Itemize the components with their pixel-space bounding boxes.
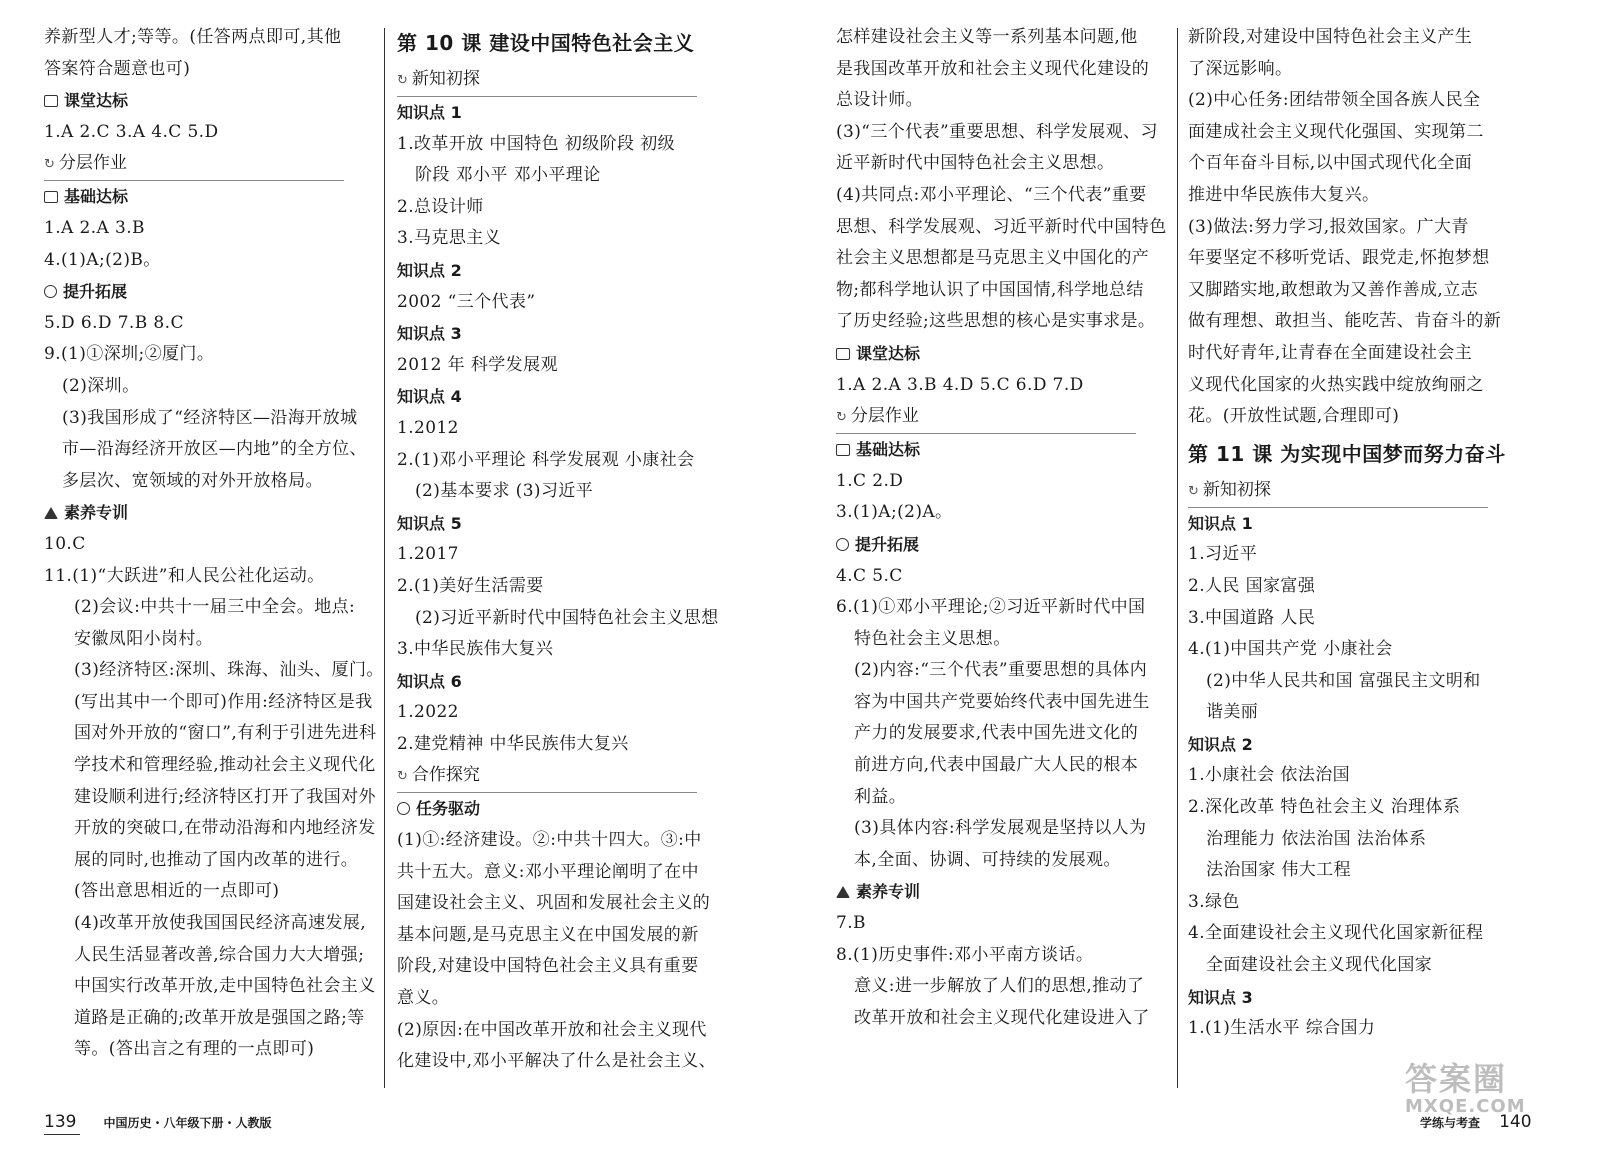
- text-line: 1.A 2.A 3.B: [44, 217, 145, 238]
- lock-icon: [836, 444, 850, 456]
- text-line: 容为中国共产党要始终代表中国先进生: [854, 691, 1150, 712]
- text-line: 花。(开放性试题,合理即可): [1188, 406, 1400, 427]
- section-marker-icon: ↻: [836, 410, 847, 426]
- text-line: 阶段 邓小平 邓小平理论: [415, 165, 601, 186]
- text-line: 国建设社会主义、巩固和发展社会主义的: [397, 893, 711, 914]
- section-label: 新知初探: [1202, 479, 1271, 500]
- text-line: 思想、科学发展观、习近平新时代中国特色: [836, 216, 1167, 237]
- text-line: 产力的发展要求,代表中国先进文化的: [854, 723, 1139, 744]
- text-line: 4.C 5.C: [836, 565, 903, 586]
- section-header: [397, 64, 697, 97]
- text-line: 总设计师。: [836, 90, 923, 111]
- section-header: [836, 401, 1136, 434]
- text-line: 3.中华民族伟大复兴: [397, 639, 554, 660]
- column-divider: [1177, 28, 1178, 1088]
- text-line: 3.马克思主义: [397, 228, 502, 249]
- left-page-number: 139: [44, 1112, 77, 1132]
- text-line: 前进方向,代表中国最广大人民的根本: [854, 755, 1139, 776]
- subheading: [44, 85, 374, 117]
- subheading-label: 知识点 1: [1188, 513, 1253, 533]
- text-line: 8.(1)历史事件:邓小平南方谈话。: [836, 944, 1094, 965]
- text-line: 国对外开放的“窗口”,有利于引进先进科: [74, 723, 377, 744]
- text-line: 11.(1)“大跃进”和人民公社化运动。: [44, 565, 325, 586]
- subheading-label: 知识点 3: [1188, 987, 1253, 1007]
- text-line: 2.人民 国家富强: [1188, 575, 1316, 596]
- text-line: 4.全面建设社会主义现代化国家新征程: [1188, 923, 1484, 944]
- section-label: 新知初探: [411, 69, 480, 89]
- left-page-column-1: [44, 22, 384, 1066]
- subheading-label: 提升拓展: [855, 534, 920, 554]
- text-line: 做有理想、敢担当、能吃苦、肯奋斗的新: [1188, 311, 1502, 332]
- subheading: [1188, 982, 1528, 1014]
- watermark-line-1: 答案圈: [1405, 1060, 1508, 1098]
- subheading: [44, 497, 374, 529]
- text-line: 推进中华民族伟大复兴。: [1188, 184, 1380, 205]
- subheading: [397, 793, 727, 825]
- text-line: 建设顺利进行;经济特区打开了我国对外: [74, 786, 376, 807]
- text-line: (3)我国形成了“经济特区—沿海开放城: [62, 407, 358, 428]
- watermark-line-2: MXQE.COM: [1405, 1096, 1526, 1117]
- text-line: 基本问题,是马克思主义在中国发展的新: [397, 924, 699, 945]
- text-line: 怎样建设社会主义等一系列基本问题,他: [836, 27, 1138, 47]
- section-marker-icon: ↻: [1188, 483, 1199, 499]
- text-line: (3)经济特区:深圳、珠海、汕头、厦门。: [74, 660, 384, 681]
- text-line: 义现代化国家的火热实践中绽放绚丽之: [1188, 374, 1484, 395]
- star-icon: [44, 507, 58, 519]
- text-line: (2)基本要求 (3)习近平: [415, 481, 594, 502]
- text-line: 7.B: [836, 913, 866, 934]
- text-line: 利益。: [854, 786, 907, 807]
- subheading-label: 课堂达标: [856, 343, 921, 363]
- subheading: [836, 876, 1166, 908]
- text-line: 2.深化改革 特色社会主义 治理体系: [1188, 797, 1461, 818]
- subheading: [397, 97, 727, 129]
- text-line: 治理能力 依法治国 法治体系: [1206, 828, 1427, 849]
- bulb-icon: [836, 538, 849, 551]
- text-line: 2012 年 科学发展观: [397, 354, 558, 375]
- subheading: [397, 255, 727, 287]
- section-marker-icon: ↻: [44, 157, 55, 173]
- text-line: (4)共同点:邓小平理论、“三个代表”重要: [836, 184, 1147, 205]
- bulb-icon: [44, 285, 57, 298]
- text-line: 社会主义思想都是马克思主义中国化的产: [836, 248, 1150, 269]
- star-icon: [836, 886, 850, 898]
- watermark-logo: [1405, 1054, 1555, 1124]
- text-line: 1.改革开放 中国特色 初级阶段 初级: [397, 133, 676, 154]
- text-line: 近平新时代中国特色社会主义思想。: [836, 153, 1115, 174]
- text-line: (4)改革开放使我国国民经济高速发展,: [74, 913, 367, 934]
- text-line: (3)具体内容:科学发展观是坚持以人为: [854, 818, 1147, 839]
- text-line: 本,全面、协调、可持续的发展观。: [854, 849, 1121, 870]
- text-line: 时代好青年,让青春在全面建设社会主: [1188, 342, 1473, 363]
- text-line: 1.小康社会 依法治国: [1188, 765, 1351, 786]
- text-line: 面建成社会主义现代化强国、实现第二: [1188, 121, 1484, 142]
- section-header: [44, 148, 344, 181]
- subheading-label: 知识点 1: [397, 103, 462, 122]
- text-line: (2)内容:“三个代表”重要思想的具体内: [854, 660, 1148, 681]
- text-line: 5.D 6.D 7.B 8.C: [44, 312, 184, 333]
- text-line: 道路是正确的;改革开放是强国之路;等: [74, 1007, 365, 1028]
- text-line: 1.C 2.D: [836, 470, 904, 491]
- subheading: [397, 318, 727, 350]
- text-line: (2)深圳。: [62, 375, 140, 396]
- text-line: 3.(1)A;(2)A。: [836, 502, 953, 523]
- right-footer-text: 学练与考查: [1420, 1116, 1481, 1130]
- subheading-label: 基础达标: [64, 187, 129, 207]
- text-line: (3)“三个代表”重要思想、科学发展观、习: [836, 121, 1158, 142]
- text-line: 中国实行改革开放,走中国特色社会主义: [74, 976, 376, 997]
- text-line: 2002 “三个代表”: [397, 291, 536, 312]
- text-line: 又脚踏实地,敢想敢为又善作善成,立志: [1188, 279, 1479, 300]
- text-line: 答案符合题意也可): [44, 58, 191, 79]
- text-line: 年要坚定不移听党话、跟党走,怀抱梦想: [1188, 248, 1490, 269]
- subheading: [836, 529, 1166, 561]
- text-line: 1.2017: [397, 544, 459, 565]
- lock-icon: [44, 191, 58, 203]
- text-line: (2)会议:中共十一届三中全会。地点:: [74, 597, 356, 618]
- text-line: (3)做法:努力学习,报效国家。广大青: [1188, 216, 1469, 237]
- subheading: [397, 381, 727, 413]
- text-line: 开放的突破口,在带动沿海和内地经济发: [74, 818, 376, 839]
- subheading: [397, 508, 727, 540]
- book-icon: [836, 348, 850, 360]
- text-line: 10.C: [44, 533, 86, 554]
- subheading: [836, 338, 1166, 370]
- book-icon: [44, 95, 58, 107]
- text-line: 物;都科学地认识了中国国情,科学地总结: [836, 279, 1144, 300]
- text-line: (2)中心任务:团结带领全国各族人民全: [1188, 90, 1481, 111]
- text-line: 阶段,对建设中国特色社会主义具有重要: [397, 956, 699, 977]
- right-page-column-2: [1188, 22, 1528, 1045]
- subheading: [44, 181, 374, 213]
- lesson-title: 第 10 课 建设中国特色社会主义: [397, 31, 695, 55]
- text-line: 1.(1)生活水平 综合国力: [1188, 1018, 1376, 1039]
- target-icon: [397, 802, 410, 815]
- text-line: 谐美丽: [1206, 702, 1259, 723]
- text-line: 全面建设社会主义现代化国家: [1206, 955, 1433, 976]
- text-line: 展的同时,也推动了国内改革的进行。: [74, 849, 359, 870]
- left-footer-rule: [44, 1134, 80, 1135]
- section-marker-icon: ↻: [397, 769, 408, 785]
- subheading-label: 提升拓展: [63, 282, 128, 302]
- subheading-label: 知识点 5: [397, 513, 462, 533]
- section-label: 分层作业: [850, 406, 919, 427]
- subheading-label: 知识点 4: [397, 387, 462, 407]
- text-line: (2)习近平新时代中国特色社会主义思想: [415, 607, 719, 628]
- left-footer: [44, 1112, 272, 1132]
- text-line: 4.(1)中国共产党 小康社会: [1188, 639, 1393, 660]
- text-line: 学技术和管理经验,推动社会主义现代化: [74, 755, 376, 776]
- subheading: [1188, 508, 1528, 540]
- subheading-label: 知识点 2: [1188, 734, 1253, 754]
- text-line: 1.2012: [397, 417, 459, 438]
- text-line: 了深远影响。: [1188, 58, 1293, 79]
- text-line: 意义。: [397, 988, 450, 1009]
- subheading: [397, 666, 727, 698]
- subheading-label: 任务驱动: [416, 799, 481, 819]
- text-line: 1.A 2.A 3.B 4.D 5.C 6.D 7.D: [836, 374, 1084, 395]
- text-line: 了历史经验;这些思想的核心是实事求是。: [836, 311, 1156, 332]
- text-line: (答出意思相近的一点即可): [74, 881, 280, 902]
- text-line: 多层次、宽领域的对外开放格局。: [62, 470, 323, 491]
- lesson-title: 第 11 课 为实现中国梦而努力奋斗: [1188, 441, 1506, 466]
- text-line: 意义:进一步解放了人们的思想,推动了: [854, 976, 1145, 997]
- text-line: 安徽凤阳小岗村。: [74, 628, 214, 649]
- text-line: 新阶段,对建设中国特色社会主义产生: [1188, 27, 1473, 47]
- text-line: 化建设中,邓小平解决了什么是社会主义、: [397, 1051, 717, 1072]
- text-line: 2.建党精神 中华民族伟大复兴: [397, 733, 629, 754]
- subheading: [44, 276, 374, 308]
- text-line: 特色社会主义思想。: [854, 628, 1011, 649]
- subheading-label: 素养专训: [856, 882, 921, 902]
- subheading-label: 课堂达标: [64, 91, 129, 111]
- subheading-label: 知识点 2: [397, 260, 462, 280]
- subheading-label: 知识点 3: [397, 324, 462, 344]
- section-label: 合作探究: [411, 765, 480, 786]
- text-line: (1)①:经济建设。②:中共十四大。③:中: [397, 830, 702, 851]
- text-line: 法治国家 伟大工程: [1206, 860, 1352, 881]
- subheading-label: 知识点 6: [397, 671, 462, 691]
- right-page-column-1: [836, 22, 1166, 1034]
- text-line: 人民生活显著改善,综合国力大大增强;: [74, 944, 365, 965]
- subheading: [1188, 729, 1528, 761]
- column-divider: [384, 28, 385, 1088]
- text-line: 2.(1)美好生活需要: [397, 575, 544, 596]
- text-line: 共十五大。意义:邓小平理论阐明了在中: [397, 861, 699, 882]
- text-line: 4.(1)A;(2)B。: [44, 249, 161, 270]
- text-line: 1.A 2.C 3.A 4.C 5.D: [44, 121, 219, 142]
- text-line: 是我国改革开放和社会主义现代化建设的: [836, 58, 1150, 79]
- left-page-column-2: [397, 22, 727, 1078]
- text-line: (2)原因:在中国改革开放和社会主义现代: [397, 1019, 707, 1040]
- section-label: 分层作业: [58, 153, 127, 174]
- text-line: 9.(1)①深圳;②厦门。: [44, 344, 215, 365]
- text-line: 等。(答出言之有理的一点即可): [74, 1039, 315, 1060]
- section-header: [1188, 475, 1488, 508]
- right-page-number: 140: [1499, 1112, 1532, 1132]
- left-footer-text: 中国历史・八年级下册・人教版: [103, 1116, 272, 1130]
- text-line: 个百年奋斗目标,以中国式现代化全面: [1188, 153, 1473, 174]
- text-line: 1.2022: [397, 702, 459, 723]
- text-line: 6.(1)①邓小平理论;②习近平新时代中国: [836, 597, 1146, 618]
- text-line: 养新型人才;等等。(任答两点即可,其他: [44, 27, 342, 47]
- text-line: 2.(1)邓小平理论 科学发展观 小康社会: [397, 449, 695, 470]
- subheading-label: 基础达标: [856, 440, 921, 460]
- text-line: (2)中华人民共和国 富强民主文明和: [1206, 670, 1481, 691]
- subheading: [836, 434, 1166, 466]
- text-line: 2.总设计师: [397, 196, 484, 217]
- text-line: 市—沿海经济开放区—内地”的全方位、: [62, 439, 367, 460]
- text-line: (写出其中一个即可)作用:经济特区是我: [74, 691, 373, 712]
- text-line: 改革开放和社会主义现代化建设进入了: [854, 1007, 1150, 1028]
- text-line: 3.中国道路 人民: [1188, 607, 1316, 628]
- text-line: 3.绿色: [1188, 891, 1240, 912]
- subheading-label: 素养专训: [64, 503, 129, 523]
- section-marker-icon: ↻: [397, 73, 408, 88]
- text-line: 1.习近平: [1188, 544, 1258, 565]
- section-header: [397, 760, 697, 793]
